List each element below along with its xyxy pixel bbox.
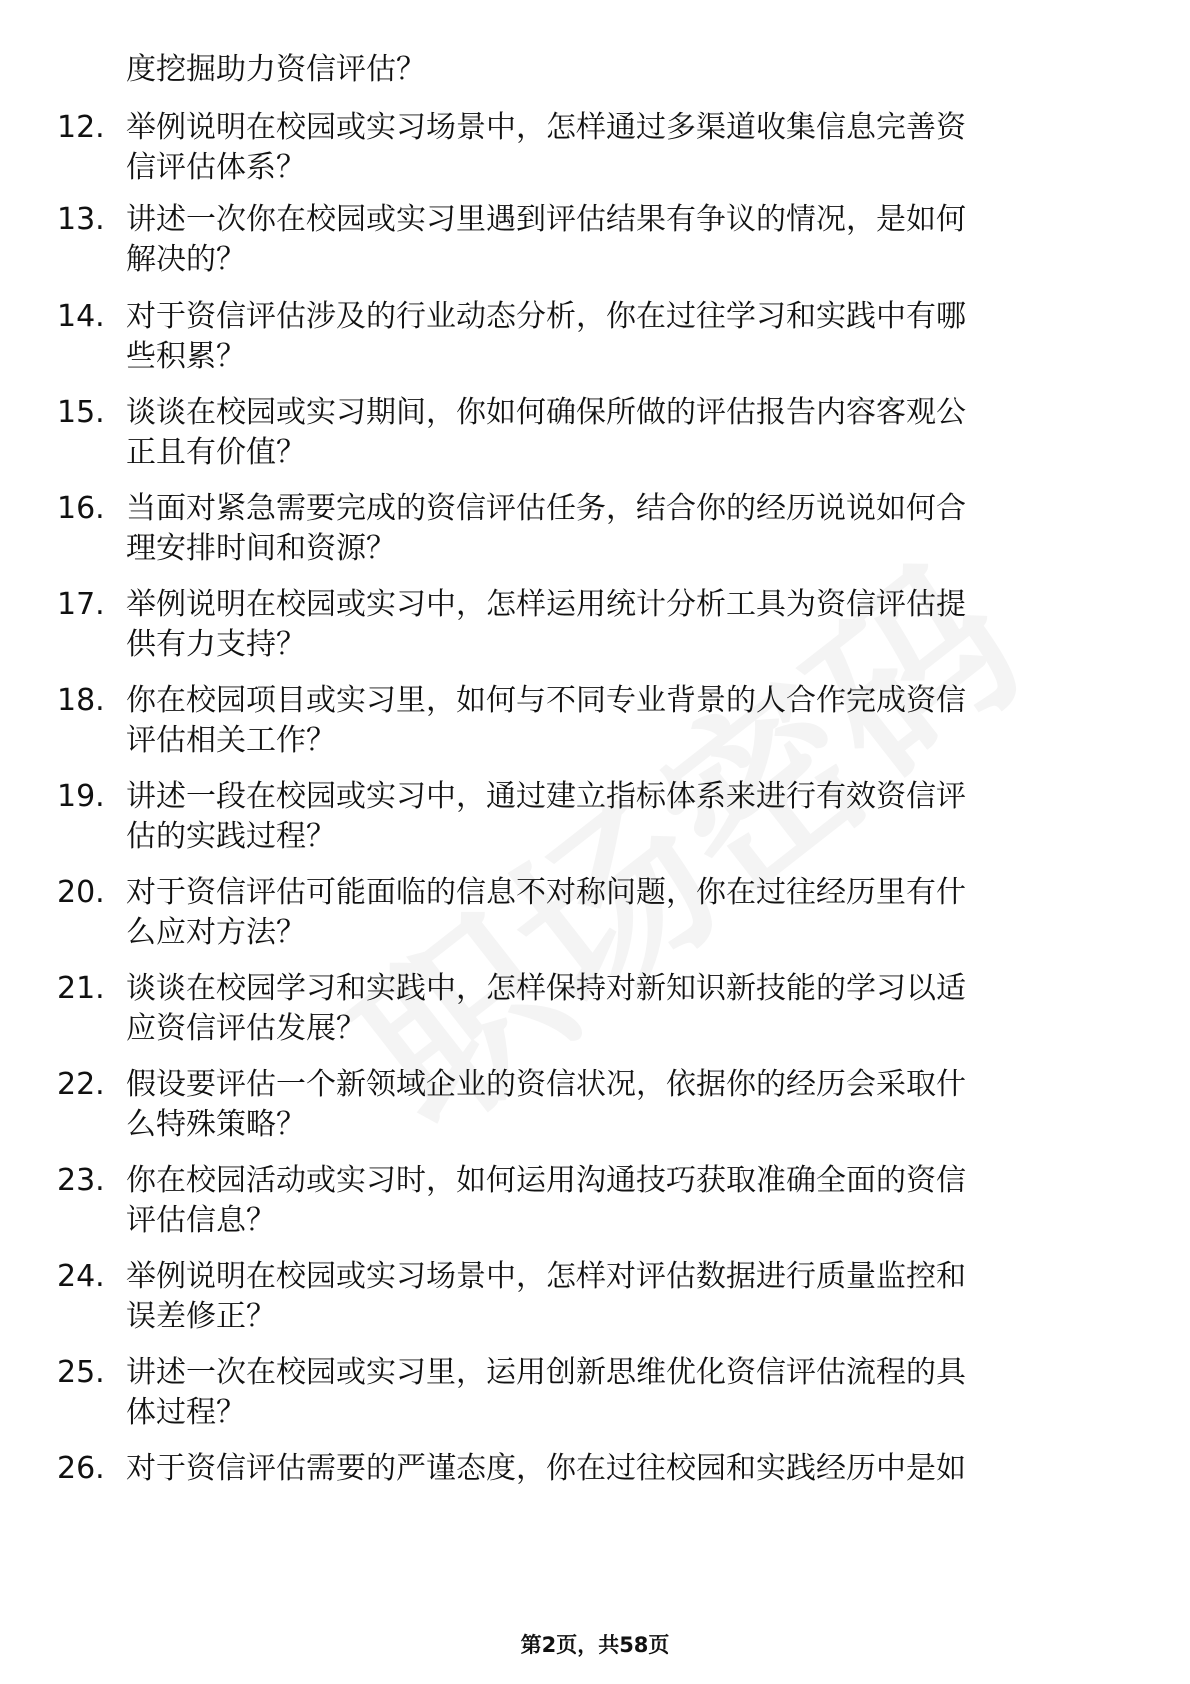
item-text-line1: 假设要评估一个新领域企业的资信状况，依据你的经历会采取什 <box>126 1067 966 1102</box>
item-text <box>126 108 1126 188</box>
item-text-line2: 理安排时间和资源？ <box>126 531 396 566</box>
item-number: 25. <box>57 1355 105 1390</box>
item-text-line1: 举例说明在校园或实习中，怎样运用统计分析工具为资信评估提 <box>126 587 966 622</box>
item-text-line2: 应资信评估发展？ <box>126 1011 366 1046</box>
item-text-line1: 举例说明在校园或实习场景中，怎样通过多渠道收集信息完善资 <box>126 110 966 145</box>
list-item <box>0 1257 1190 1337</box>
item-text-line1: 当面对紧急需要完成的资信评估任务，结合你的经历说说如何合 <box>126 491 966 526</box>
item-text <box>126 1353 1126 1433</box>
item-number: 24. <box>57 1259 105 1294</box>
item-number: 16. <box>57 491 105 526</box>
list-item <box>0 969 1190 1049</box>
item-number: 14. <box>57 299 105 334</box>
list-item <box>0 1353 1190 1433</box>
list-item <box>0 489 1190 569</box>
item-number: 12. <box>57 110 105 145</box>
item-text <box>126 489 1126 569</box>
list-item <box>0 1449 1190 1529</box>
list-item <box>0 873 1190 953</box>
item-number: 15. <box>57 395 105 430</box>
item-text <box>126 1065 1126 1145</box>
item-text-line1: 谈谈在校园学习和实践中，怎样保持对新知识新技能的学习以适 <box>126 971 966 1006</box>
item-text-line1: 对于资信评估需要的严谨态度，你在过往校园和实践经历中是如 <box>126 1451 966 1486</box>
item-text <box>126 1161 1126 1241</box>
list-item <box>0 1161 1190 1241</box>
item-text-line2: 估的实践过程？ <box>126 819 336 854</box>
item-number: 17. <box>57 587 105 622</box>
item-text-line2: 体过程？ <box>126 1395 246 1430</box>
item-number: 26. <box>57 1451 105 1486</box>
item-text-line1: 讲述一次在校园或实习里，运用创新思维优化资信评估流程的具 <box>126 1355 966 1390</box>
item-number: 22. <box>57 1067 105 1102</box>
item-text-line2: 正且有价值？ <box>126 435 306 470</box>
list-item <box>0 108 1190 188</box>
item-text <box>126 777 1126 857</box>
item-text-line1: 谈谈在校园或实习期间，你如何确保所做的评估报告内容客观公 <box>126 395 966 430</box>
item-text <box>126 681 1126 761</box>
list-item <box>0 777 1190 857</box>
item-text <box>126 200 1126 280</box>
item-text-line2: 供有力支持？ <box>126 627 306 662</box>
item-text-line1: 举例说明在校园或实习场景中，怎样对评估数据进行质量监控和 <box>126 1259 966 1294</box>
item-text-line2: 评估信息？ <box>126 1203 276 1238</box>
item-text-line2: 些积累？ <box>126 339 246 374</box>
item-text-line2: 信评估体系？ <box>126 150 306 185</box>
item-text-line2: 么应对方法？ <box>126 915 306 950</box>
item-text <box>126 1449 1126 1489</box>
item-text <box>126 297 1126 377</box>
list-item <box>0 1065 1190 1145</box>
item-text <box>126 393 1126 473</box>
list-item <box>0 393 1190 473</box>
page-number-footer: 第2页，共58页 <box>520 1633 670 1657</box>
item-text-line1: 对于资信评估涉及的行业动态分析，你在过往学习和实践中有哪 <box>126 299 966 334</box>
list-item <box>0 200 1190 280</box>
item-number: 18. <box>57 683 105 718</box>
item-text <box>126 969 1126 1049</box>
item-number: 21. <box>57 971 105 1006</box>
item-text-line1: 讲述一段在校园或实习中，通过建立指标体系来进行有效资信评 <box>126 779 966 814</box>
item-text-line1: 你在校园活动或实习时，如何运用沟通技巧获取准确全面的资信 <box>126 1163 966 1198</box>
item-text-line2: 评估相关工作？ <box>126 723 336 758</box>
list-item <box>0 585 1190 665</box>
item-text-line1: 讲述一次你在校园或实习里遇到评估结果有争议的情况，是如何 <box>126 202 966 237</box>
continuation-line: 度挖掘助力资信评估？ <box>126 52 426 87</box>
item-text <box>126 873 1126 953</box>
item-text-line1: 你在校园项目或实习里，如何与不同专业背景的人合作完成资信 <box>126 683 966 718</box>
item-text <box>126 585 1126 665</box>
list-item <box>0 297 1190 377</box>
item-text-line2: 么特殊策略？ <box>126 1107 306 1142</box>
list-item <box>0 681 1190 761</box>
item-number: 23. <box>57 1163 105 1198</box>
item-text-line1: 对于资信评估可能面临的信息不对称问题，你在过往经历里有什 <box>126 875 966 910</box>
item-number: 13. <box>57 202 105 237</box>
item-number: 20. <box>57 875 105 910</box>
item-text-line2: 解决的？ <box>126 242 246 277</box>
item-text-line2: 误差修正？ <box>126 1299 276 1334</box>
item-number: 19. <box>57 779 105 814</box>
item-text <box>126 1257 1126 1337</box>
